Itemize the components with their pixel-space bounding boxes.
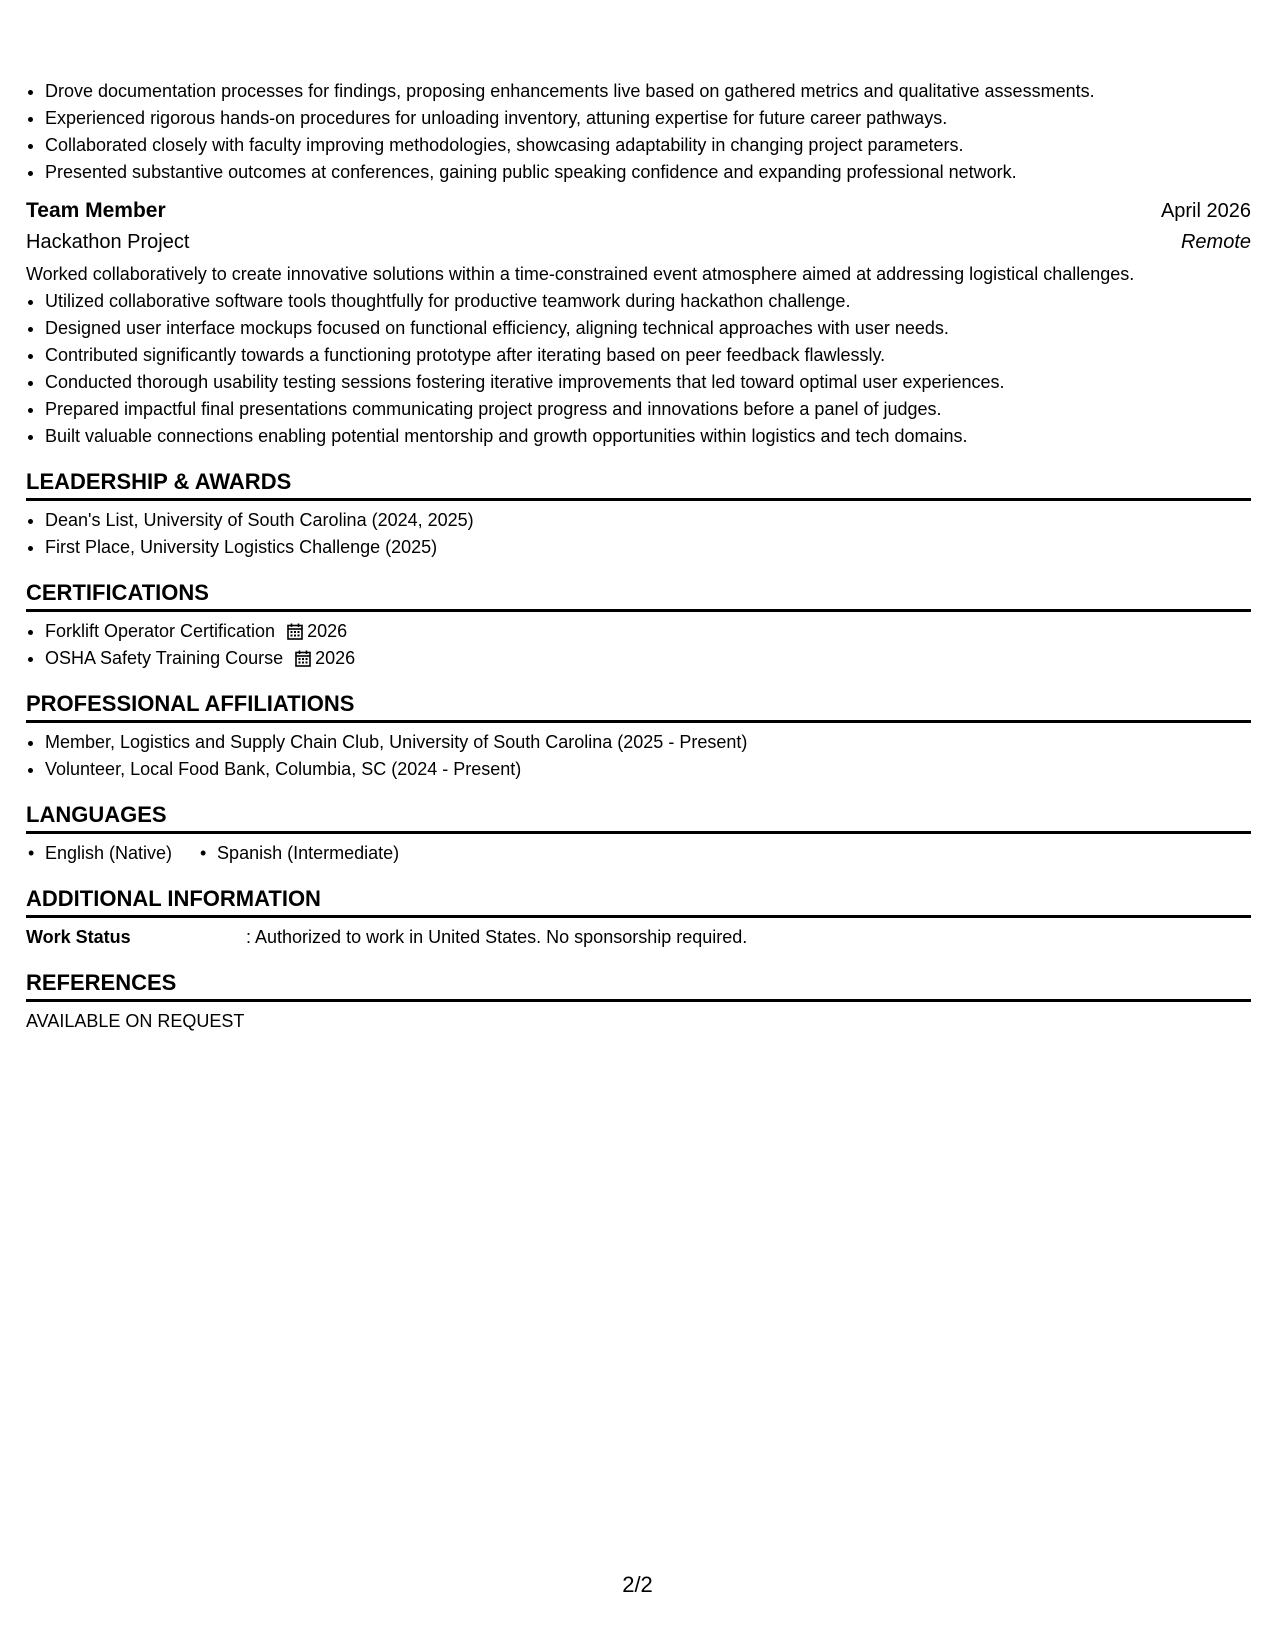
list-item: • Spanish (Intermediate) <box>198 840 399 867</box>
certifications-list <box>26 618 1251 672</box>
list-item: • Experienced rigorous hands-on procedures for unloading inventory, attuning expertise for future career pathways. <box>45 105 1251 132</box>
job-date: April 2026 <box>1160 200 1251 222</box>
work-status-label: Work Status <box>26 927 131 947</box>
job-header <box>26 196 1251 226</box>
list-item: • Member, Logistics and Supply Chain Club, University of South Carolina (2025 - Present) <box>45 729 1251 756</box>
list-item: • Built valuable connections enabling potential mentorship and growth opportunities within logistics and tech domains. <box>45 423 1251 450</box>
references-text: AVAILABLE ON REQUEST <box>26 1011 245 1031</box>
certification-name: • Forklift Operator Certification <box>45 621 276 641</box>
job-organization: Hackathon Project <box>26 231 190 253</box>
list-item: • Prepared impactful final presentations communicating project progress and innovations before a panel of judges. <box>45 396 1251 423</box>
list-item: • Conducted thorough usability testing sessions fostering iterative improvements that led toward optimal user experiences. <box>45 369 1251 396</box>
list-item: • Designed user interface mockups focused on functional efficiency, aligning technical approaches with user needs. <box>45 315 1251 342</box>
work-status-value: : Authorized to work in United States. No sponsorship required. <box>246 927 748 947</box>
job-bullets <box>26 288 1251 450</box>
list-item: • English (Native) <box>26 840 172 867</box>
job-description: Worked collaboratively to create innovative solutions within a time-constrained event atmosphere aimed at addressing logistical challenges. <box>26 264 1135 284</box>
previous-job-bullets <box>26 78 1251 186</box>
section-title-additional-information: ADDITIONAL INFORMATION <box>26 885 1251 918</box>
certification-year: 2026 <box>315 648 356 668</box>
job-subheader <box>26 226 1251 258</box>
job-location: Remote <box>1180 231 1251 253</box>
list-item <box>45 645 1251 672</box>
certification-name: • OSHA Safety Training Course <box>45 648 284 668</box>
calendar-icon <box>295 650 311 667</box>
list-item <box>45 618 1251 645</box>
languages-list <box>26 840 1251 867</box>
work-status-row <box>26 924 1251 951</box>
section-title-certifications: CERTIFICATIONS <box>26 579 1251 612</box>
calendar-icon <box>287 623 303 640</box>
list-item: • Drove documentation processes for findings, proposing enhancements live based on gathered metrics and qualitative assessments. <box>45 78 1251 105</box>
list-item: • Presented substantive outcomes at conferences, gaining public speaking confidence and expanding professional network. <box>45 159 1251 186</box>
affiliations-list <box>26 729 1251 783</box>
certification-row <box>45 618 1251 645</box>
section-title-languages: LANGUAGES <box>26 801 1251 834</box>
resume-page <box>26 78 1251 1035</box>
section-title-affiliations: PROFESSIONAL AFFILIATIONS <box>26 690 1251 723</box>
job-title: Team Member <box>26 199 166 222</box>
section-title-references: REFERENCES <box>26 969 1251 1002</box>
section-title-leadership: LEADERSHIP & AWARDS <box>26 468 1251 501</box>
list-item: • Dean's List, University of South Carolina (2024, 2025) <box>45 507 1251 534</box>
certification-row <box>45 645 1251 672</box>
certification-year: 2026 <box>307 621 348 641</box>
list-item: • Collaborated closely with faculty improving methodologies, showcasing adaptability in changing project parameters. <box>45 132 1251 159</box>
leadership-list <box>26 507 1251 561</box>
list-item: • First Place, University Logistics Challenge (2025) <box>45 534 1251 561</box>
list-item: • Utilized collaborative software tools thoughtfully for productive teamwork during hackathon challenge. <box>45 288 1251 315</box>
page-number: 2/2 <box>622 1572 653 1597</box>
list-item: • Contributed significantly towards a functioning prototype after iterating based on peer feedback flawlessly. <box>45 342 1251 369</box>
list-item: • Volunteer, Local Food Bank, Columbia, SC (2024 - Present) <box>45 756 1251 783</box>
